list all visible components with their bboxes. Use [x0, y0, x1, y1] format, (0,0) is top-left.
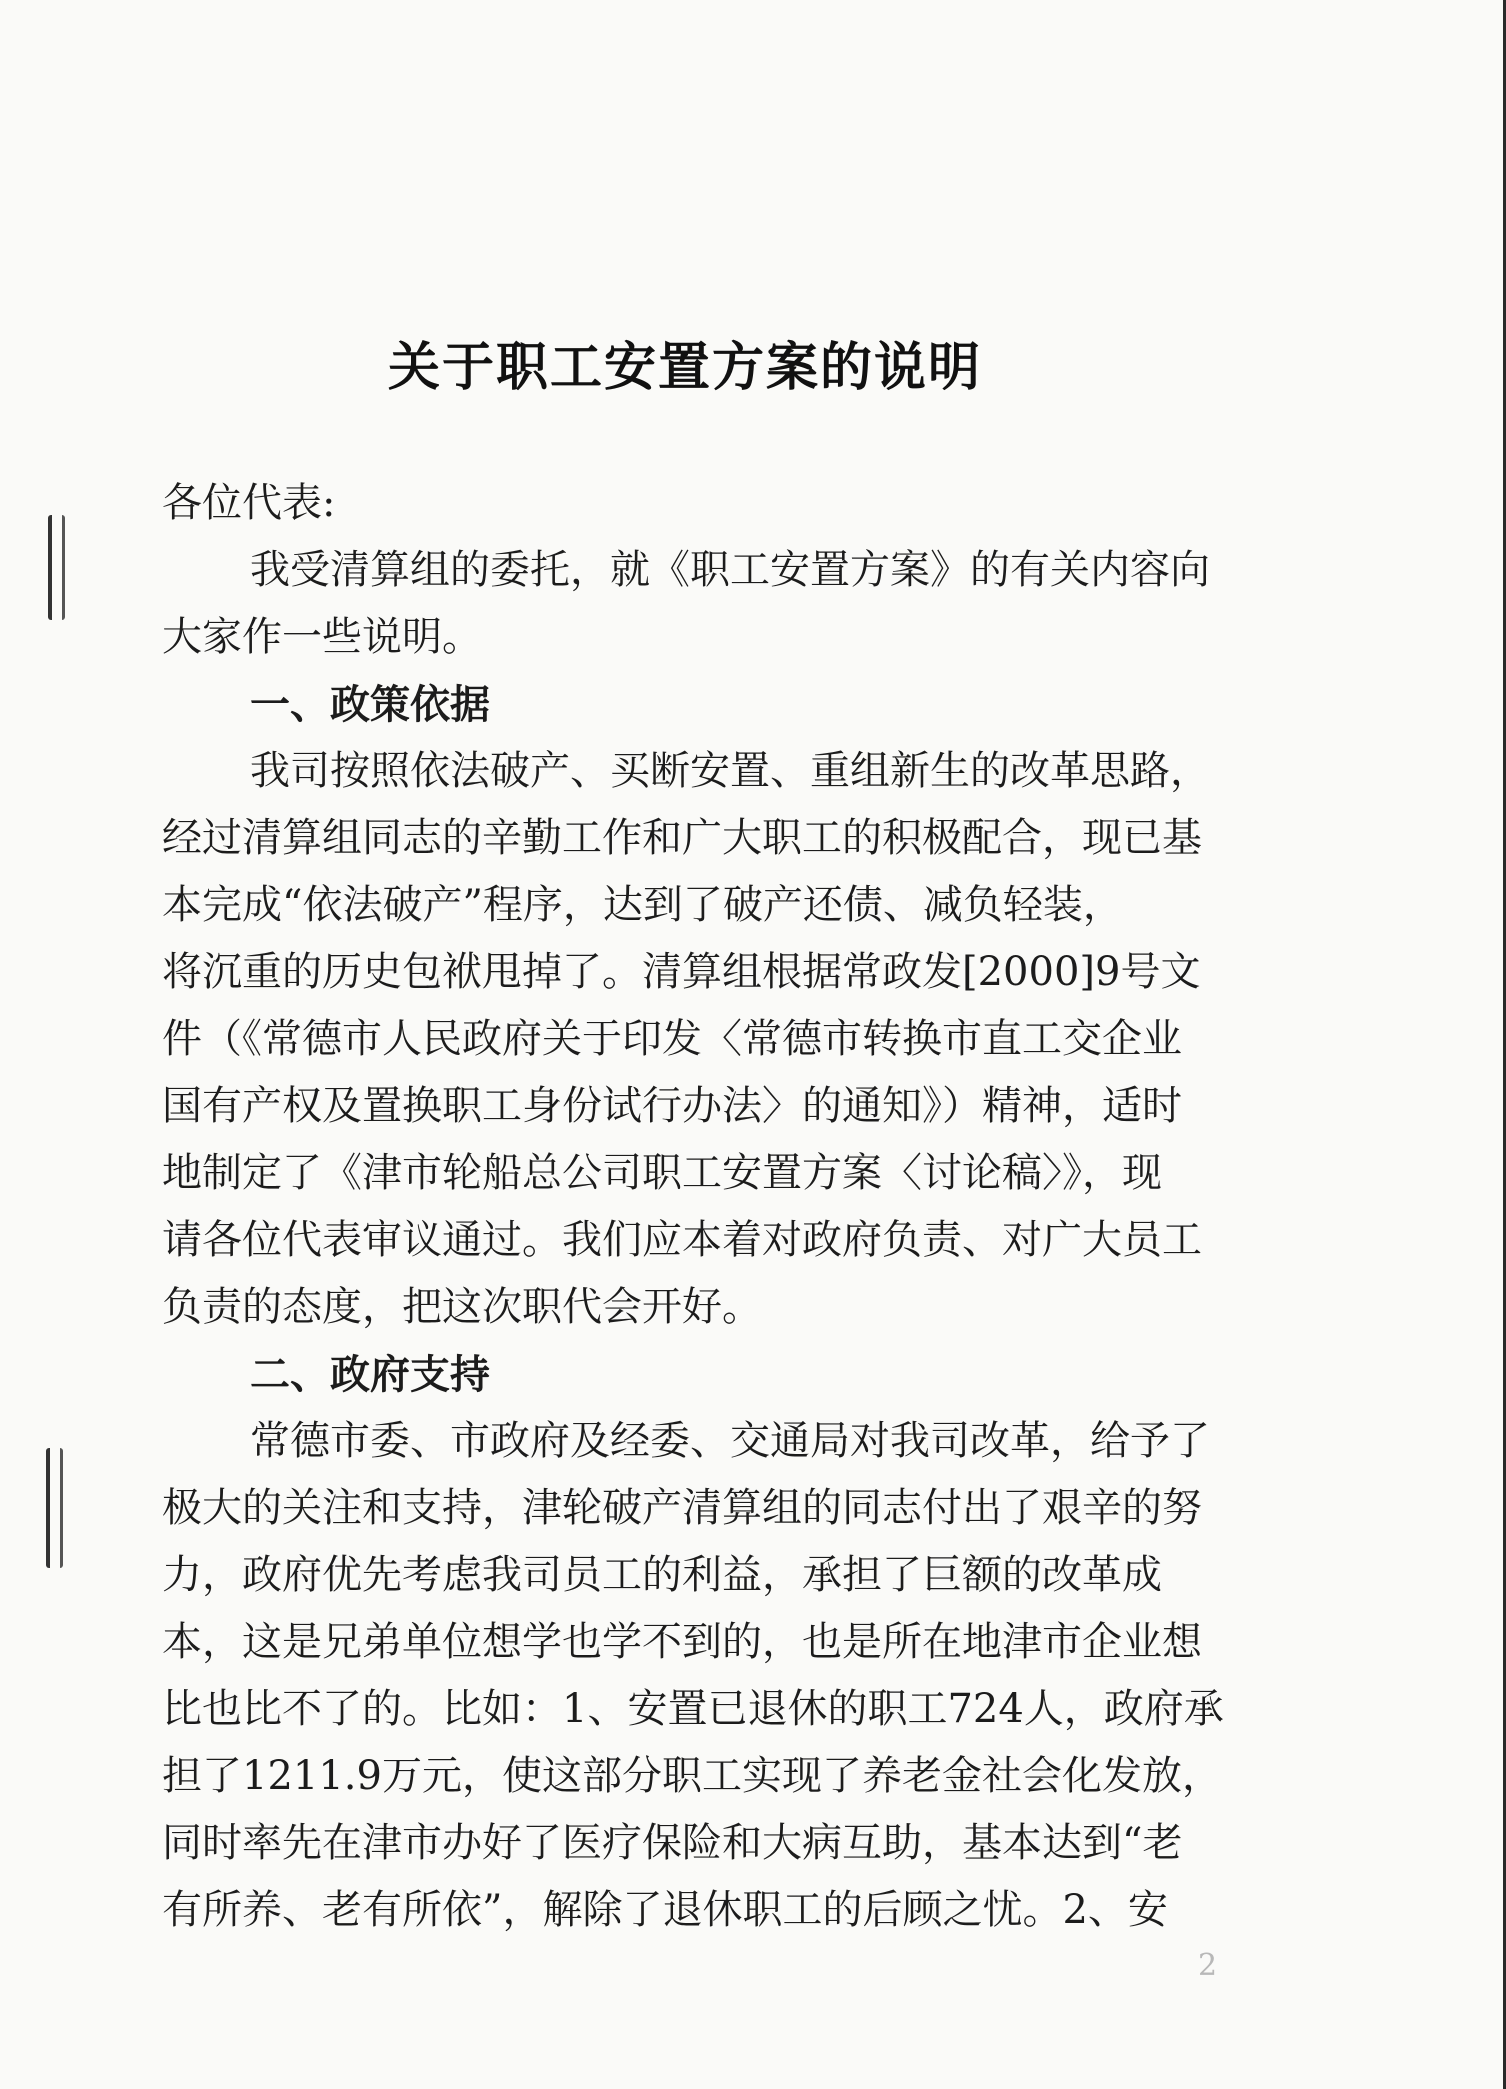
body-line: 我受清算组的委托，就《职工安置方案》的有关内容向 [250, 547, 1210, 593]
body-line: 力，政府优先考虑我司员工的利益，承担了巨额的改革成 [162, 1552, 1162, 1598]
body-line: 国有产权及置换职工身份试行办法〉的通知》）精神，适时 [162, 1083, 1182, 1129]
body-line: 同时率先在津市办好了医疗保险和大病互助，基本达到“老 [162, 1820, 1183, 1866]
staple-mark-bottom [46, 1448, 63, 1568]
body-line: 我司按照依法破产、买断安置、重组新生的改革思路， [250, 748, 1210, 794]
document-title: 关于职工安置方案的说明 [387, 337, 982, 398]
body-line: 大家作一些说明。 [162, 614, 482, 660]
body-line: 请各位代表审议通过。我们应本着对政府负责、对广大员工 [162, 1217, 1202, 1263]
section-heading: 二、政府支持 [250, 1351, 490, 1398]
staple-mark-top [48, 515, 65, 620]
body-line: 本完成“依法破产”程序，达到了破产还债、减负轻装， [162, 882, 1123, 928]
body-line: 地制定了《津市轮船总公司职工安置方案〈讨论稿〉》，现 [162, 1150, 1162, 1196]
body-line: 有所养、老有所依”，解除了退休职工的后顾之忧。2、安 [162, 1887, 1168, 1933]
body-line: 负责的态度，把这次职代会开好。 [162, 1284, 762, 1330]
body-line: 件（《常德市人民政府关于印发〈常德市转换市直工交企业 [162, 1016, 1182, 1062]
body-line: 比也比不了的。比如：1、安置已退休的职工724人，政府承 [162, 1686, 1224, 1732]
body-line: 本，这是兄弟单位想学也学不到的，也是所在地津市企业想 [162, 1619, 1202, 1665]
document-body [162, 470, 1312, 1944]
body-line: 极大的关注和支持，津轮破产清算组的同志付出了艰辛的努 [162, 1485, 1202, 1531]
page-number: 2 [1198, 1948, 1218, 1983]
body-line: 将沉重的历史包袱甩掉了。清算组根据常政发[2000]9号文 [162, 949, 1201, 995]
section-heading: 一、政策依据 [250, 681, 490, 728]
body-line: 各位代表: [162, 480, 336, 526]
body-line: 常德市委、市政府及经委、交通局对我司改革，给予了 [250, 1418, 1210, 1464]
body-line: 担了1211.9万元，使这部分职工实现了养老金社会化发放， [162, 1753, 1222, 1799]
body-line: 经过清算组同志的辛勤工作和广大职工的积极配合，现已基 [162, 815, 1202, 861]
